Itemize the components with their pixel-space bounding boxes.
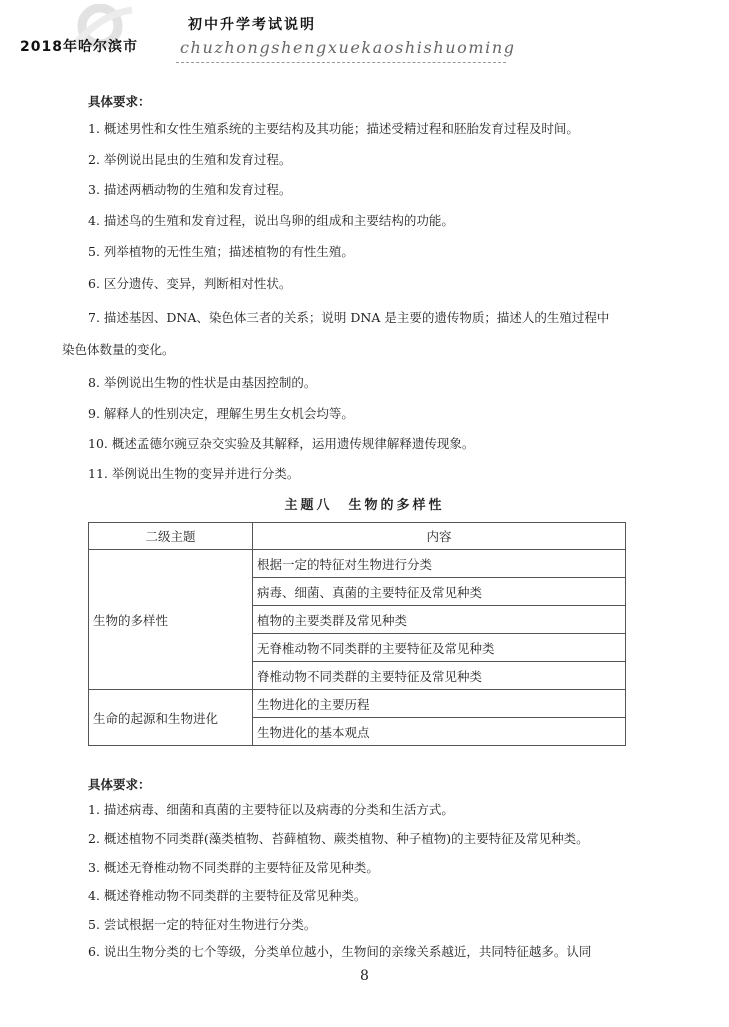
section2-item: 6. 说出生物分类的七个等级，分类单位越小，生物间的亲缘关系越近，共同特征越多。认同	[88, 944, 592, 959]
table-cell: 生物进化的主要历程	[253, 690, 626, 718]
section2-title: 具体要求：	[88, 777, 151, 792]
header-pinyin: chuzhongshengxuekaoshishuoming	[180, 38, 516, 57]
section2-item: 3. 概述无脊椎动物不同类群的主要特征及常见种类。	[88, 860, 379, 875]
table-cell: 脊椎动物不同类群的主要特征及常见种类	[253, 662, 626, 690]
header-divider	[176, 62, 506, 63]
section1-item: 3. 描述两栖动物的生殖和发育过程。	[88, 182, 292, 197]
table-row	[89, 550, 626, 578]
page-number: 8	[360, 968, 369, 984]
table-group-label: 生命的起源和生物进化	[89, 690, 253, 746]
section1-item: 11. 举例说出生物的变异并进行分类。	[88, 466, 300, 481]
section1-item: 1. 概述男性和女性生殖系统的主要结构及其功能；描述受精过程和胚胎发育过程及时间。	[88, 121, 579, 136]
section1-item: 4. 描述鸟的生殖和发育过程，说出鸟卵的组成和主要结构的功能。	[88, 213, 454, 228]
table-cell: 病毒、细菌、真菌的主要特征及常见种类	[253, 578, 626, 606]
section1-item: 5. 列举植物的无性生殖；描述植物的有性生殖。	[88, 244, 354, 259]
section2-item: 2. 概述植物不同类群(藻类植物、苔藓植物、蕨类植物、种子植物)的主要特征及常见种类。	[88, 831, 589, 846]
topic-title: 主题八 生物的多样性	[284, 498, 445, 513]
section2-item: 4. 概述脊椎动物不同类群的主要特征及常见种类。	[88, 888, 367, 903]
section1-item: 2. 举例说出昆虫的生殖和发育过程。	[88, 152, 292, 167]
section1-item: 8. 举例说出生物的性状是由基因控制的。	[88, 375, 317, 390]
section1-item: 10. 概述孟德尔豌豆杂交实验及其解释，运用遗传规律解释遗传现象。	[88, 436, 475, 451]
table-group-label: 生物的多样性	[89, 550, 253, 690]
table-row	[89, 690, 626, 718]
table-cell: 植物的主要类群及常见种类	[253, 606, 626, 634]
section1-item-continuation: 染色体数量的变化。	[62, 342, 175, 357]
section2-item: 5. 尝试根据一定的特征对生物进行分类。	[88, 917, 317, 932]
table-header-cell: 内容	[253, 523, 626, 550]
table-cell: 根据一定的特征对生物进行分类	[253, 550, 626, 578]
section2-item: 1. 描述病毒、细菌和真菌的主要特征以及病毒的分类和生活方式。	[88, 802, 454, 817]
section1-item: 6. 区分遗传、变异，判断相对性状。	[88, 276, 292, 291]
header-year-city: 2018年哈尔滨市	[20, 39, 138, 55]
table-header-row	[89, 523, 626, 550]
table-cell: 生物进化的基本观点	[253, 718, 626, 746]
table-header-cell: 二级主题	[89, 523, 253, 550]
topic-table	[88, 522, 626, 746]
section1-item: 7. 描述基因、DNA、染色体三者的关系；说明 DNA 是主要的遗传物质；描述人的生殖过程中	[88, 310, 610, 325]
table-cell: 无脊椎动物不同类群的主要特征及常见种类	[253, 634, 626, 662]
header-title: 初中升学考试说明	[188, 17, 316, 33]
section1-item: 9. 解释人的性别决定，理解生男生女机会均等。	[88, 406, 354, 421]
section1-title: 具体要求：	[88, 94, 151, 109]
